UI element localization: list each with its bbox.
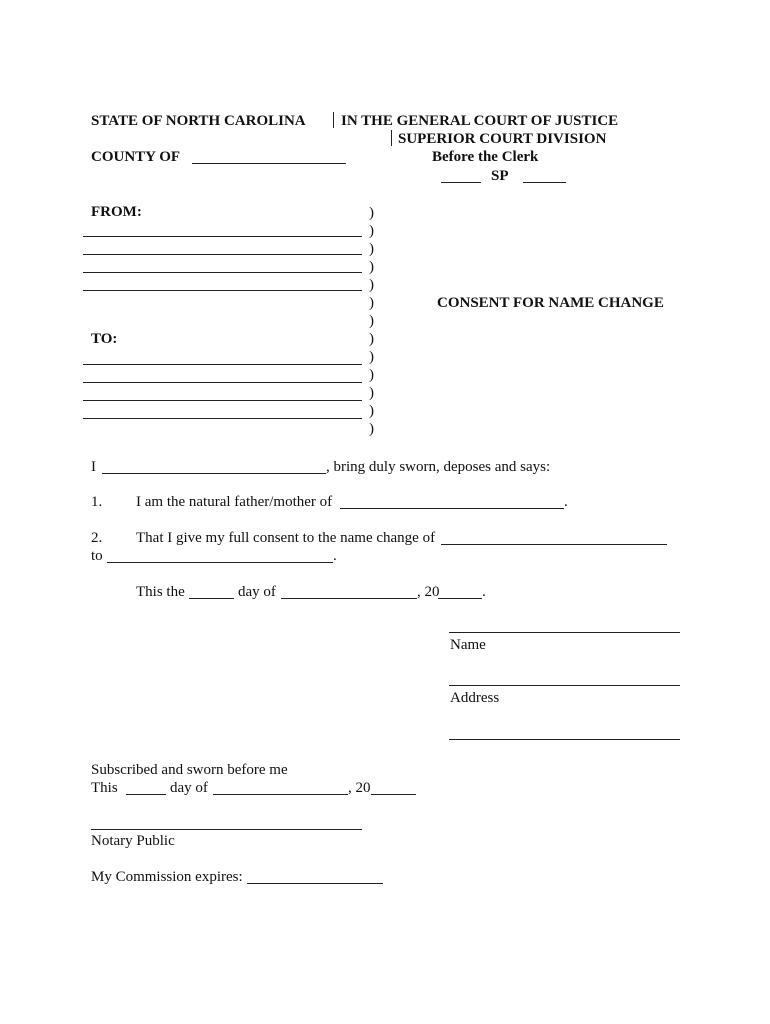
notary-public-label: Notary Public: [91, 833, 175, 849]
month-field[interactable]: [281, 598, 417, 599]
to-line-2[interactable]: [83, 382, 362, 383]
notary-month-field[interactable]: [213, 794, 348, 795]
name-signature-line[interactable]: [449, 632, 680, 633]
current-name-field[interactable]: [441, 544, 667, 545]
caption-paren: ): [369, 259, 374, 275]
notary-year-prefix: , 20: [348, 780, 371, 796]
caption-paren: ): [369, 205, 374, 221]
from-line-4[interactable]: [83, 290, 362, 291]
subscribed-text: Subscribed and sworn before me: [91, 762, 288, 778]
notary-this-label: This: [91, 780, 118, 796]
intro-i: I: [91, 459, 96, 475]
caption-paren: ): [369, 403, 374, 419]
affiant-name-field[interactable]: [102, 473, 326, 474]
to-label: TO:: [91, 331, 118, 347]
commission-date-field[interactable]: [247, 883, 383, 884]
intro-text: , bring duly sworn, deposes and says:: [326, 459, 551, 475]
document-title: CONSENT FOR NAME CHANGE: [437, 295, 664, 311]
item-2-to: to: [91, 548, 103, 564]
caption-paren: ): [369, 349, 374, 365]
notary-day-of-label: day of: [170, 780, 208, 796]
caption-paren: ): [369, 385, 374, 401]
from-line-3[interactable]: [83, 272, 362, 273]
before-clerk: Before the Clerk: [432, 149, 539, 165]
court-heading: IN THE GENERAL COURT OF JUSTICE: [341, 113, 619, 129]
day-field[interactable]: [189, 598, 234, 599]
notary-signature-line[interactable]: [91, 829, 362, 830]
new-name-field[interactable]: [107, 562, 333, 563]
to-line-3[interactable]: [83, 400, 362, 401]
child-name-field[interactable]: [340, 508, 564, 509]
sp-label: SP: [491, 168, 509, 184]
item-1-number: 1.: [91, 494, 103, 510]
caption-paren: ): [369, 331, 374, 347]
item-2-text: That I give my full consent to the name change of: [136, 530, 436, 546]
item-1-text: I am the natural father/mother of: [136, 494, 333, 510]
day-of-label: day of: [238, 584, 276, 600]
this-the-label: This the: [136, 584, 185, 600]
notary-day-field[interactable]: [126, 794, 166, 795]
year-prefix: , 20: [417, 584, 440, 600]
caption-paren: ): [369, 223, 374, 239]
item-2-period: .: [333, 548, 337, 564]
caption-paren: ): [369, 241, 374, 257]
state-heading: STATE OF NORTH CAROLINA: [91, 113, 306, 129]
county-field[interactable]: [192, 163, 346, 164]
to-line-4[interactable]: [83, 418, 362, 419]
address-label: Address: [450, 690, 500, 706]
name-label: Name: [450, 637, 486, 653]
from-label: FROM:: [91, 204, 142, 220]
caption-paren: ): [369, 313, 374, 329]
division-divider: [391, 130, 392, 146]
from-line-2[interactable]: [83, 254, 362, 255]
notary-year-field[interactable]: [371, 794, 416, 795]
header-divider: [333, 112, 334, 128]
item-2-number: 2.: [91, 530, 103, 546]
to-line-1[interactable]: [83, 364, 362, 365]
caption-paren: ): [369, 367, 374, 383]
year-field[interactable]: [438, 598, 482, 599]
item-1-period: .: [564, 494, 568, 510]
sp-field-right[interactable]: [523, 182, 566, 183]
from-line-1[interactable]: [83, 236, 362, 237]
sp-field-left[interactable]: [441, 182, 481, 183]
division-heading: SUPERIOR COURT DIVISION: [398, 131, 607, 147]
date-period: .: [482, 584, 486, 600]
county-label: COUNTY OF: [91, 149, 181, 165]
commission-label: My Commission expires:: [91, 869, 243, 885]
address-line-2[interactable]: [449, 739, 680, 740]
caption-paren: ): [369, 277, 374, 293]
caption-paren: ): [369, 295, 374, 311]
caption-paren: ): [369, 421, 374, 437]
address-line-1[interactable]: [449, 685, 680, 686]
